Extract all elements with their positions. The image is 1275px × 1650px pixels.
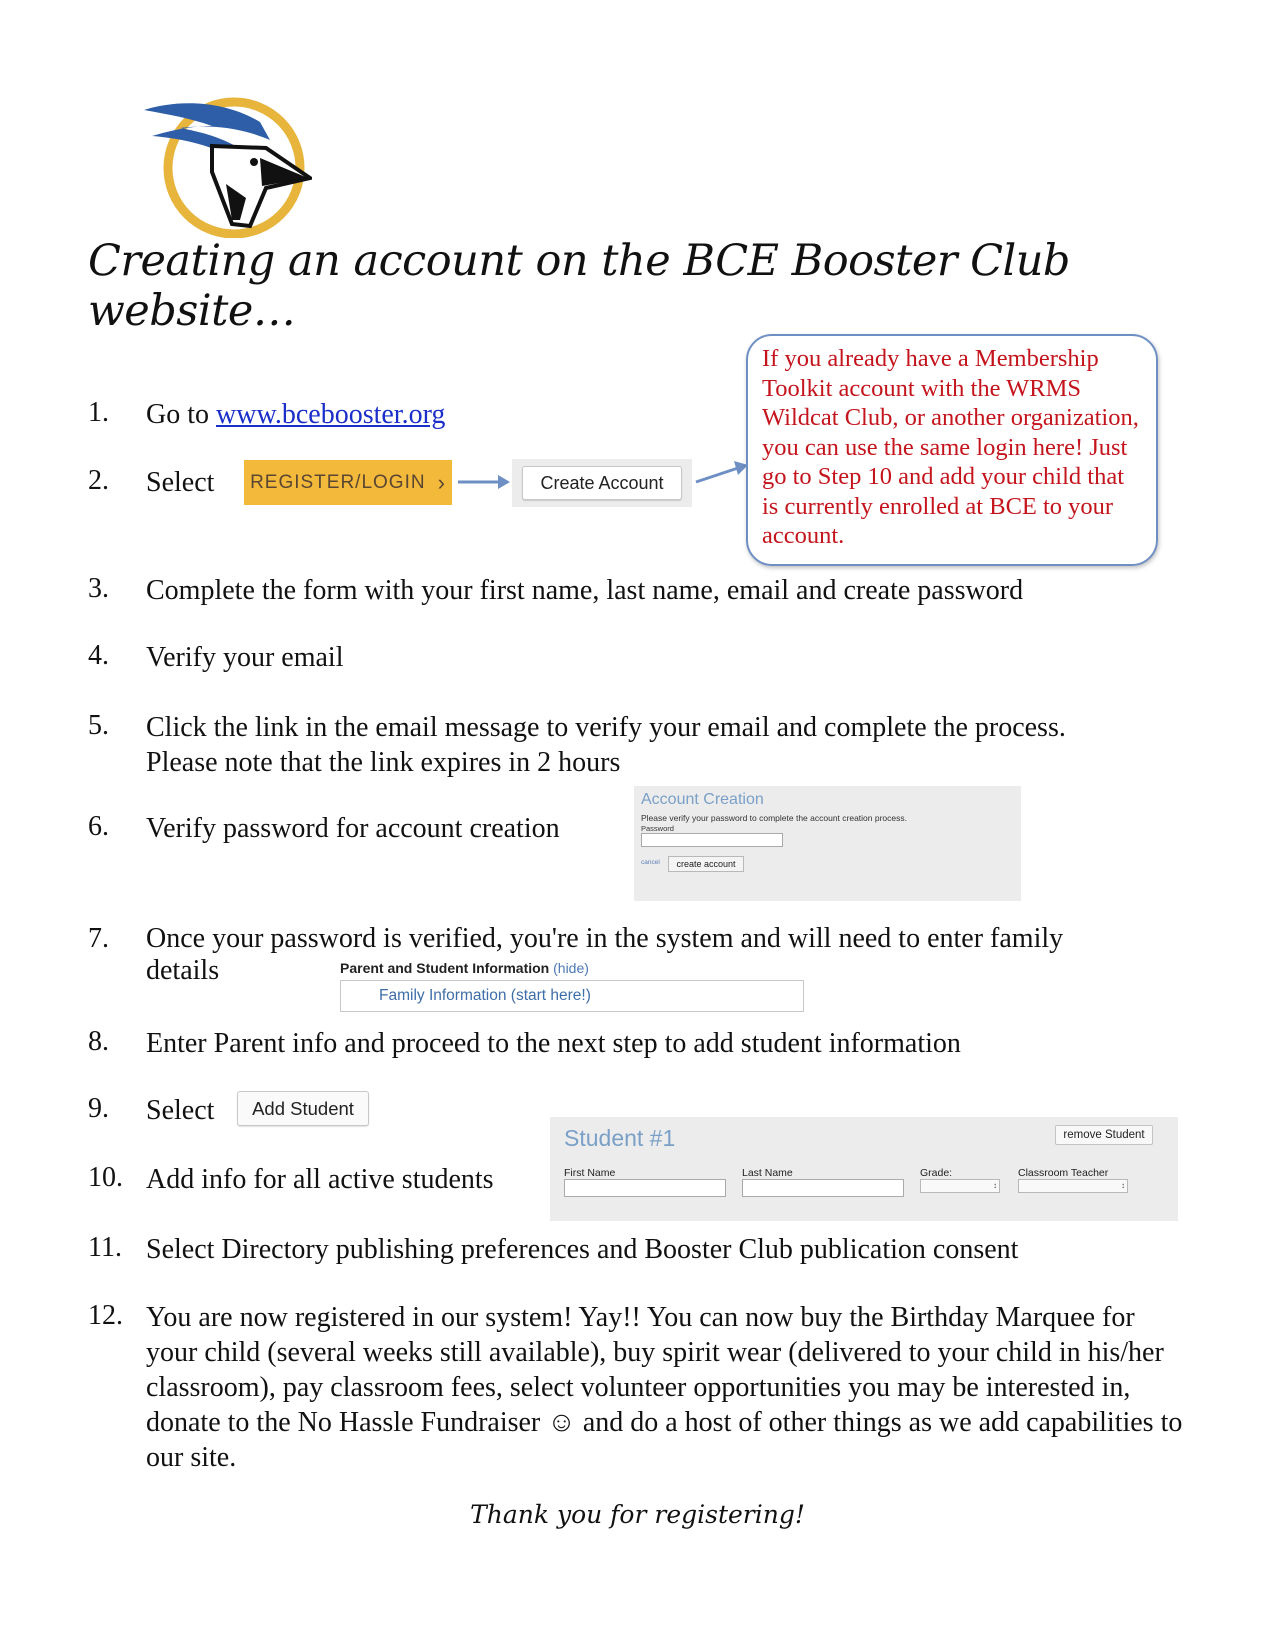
create-account-submit-button[interactable]: create account	[668, 856, 744, 872]
student-form-panel	[550, 1117, 1178, 1221]
step-8-number: 8.	[88, 1026, 109, 1057]
add-student-button[interactable]: Add Student	[237, 1091, 369, 1126]
account-creation-description: Please verify your password to complete the account creation process.	[641, 813, 907, 823]
family-heading-label: Parent and Student Information	[340, 960, 550, 976]
first-name-input[interactable]	[564, 1179, 726, 1197]
step-2-text: Select	[146, 467, 215, 498]
register-login-label: REGISTER/LOGIN	[250, 471, 426, 493]
create-account-panel	[512, 459, 692, 507]
password-label: Password	[641, 824, 674, 833]
step-6-number: 6.	[88, 811, 109, 842]
step-7-line: Once your password is verified, you're in the system and will need to enter family details	[146, 923, 1064, 986]
step-4-text: Verify your email	[146, 642, 344, 673]
hide-link[interactable]: (hide)	[553, 960, 589, 976]
classroom-teacher-select[interactable]: ↕	[1018, 1179, 1128, 1193]
step-1-text	[146, 397, 445, 432]
step-5-text: Click the link in the email message to verify your email and complete the process. Please note that the link expires in 2 hours	[146, 712, 1066, 778]
step-7-number: 7.	[88, 923, 109, 954]
first-name-label: First Name	[564, 1167, 616, 1179]
step-11-number: 11.	[88, 1232, 122, 1263]
step-5-number: 5.	[88, 710, 109, 741]
step-3-number: 3.	[88, 573, 109, 604]
account-creation-heading: Account Creation	[641, 791, 764, 808]
arrow-right-icon	[456, 472, 512, 492]
membership-callout: If you already have a Membership Toolkit account with the WRMS Wildcat Club, or another organization, you can use the same login here! Just go to Step 10 and add your child that is currently enrolled at BCE to your account.	[746, 334, 1158, 566]
step-10-number: 10.	[88, 1162, 123, 1193]
blue-jay-logo-icon	[142, 88, 312, 238]
classroom-teacher-label: Classroom Teacher	[1018, 1167, 1109, 1179]
step-8-text: Enter Parent info and proceed to the next step to add student information	[146, 1028, 961, 1059]
student-heading: Student #1	[564, 1125, 676, 1151]
thank-you-message: Thank you for registering!	[470, 1500, 805, 1529]
arrow-to-callout-icon	[694, 458, 750, 488]
step-6-text: Verify password for account creation	[146, 813, 560, 844]
step-4-number: 4.	[88, 640, 109, 671]
cancel-link[interactable]: cancel	[641, 859, 660, 866]
chevron-right-icon: ›	[437, 469, 446, 495]
step-10-text: Add info for all active students	[146, 1164, 494, 1195]
grade-label: Grade:	[920, 1167, 953, 1179]
password-input[interactable]	[641, 833, 783, 847]
step-12-text: You are now registered in our system! Yay!! You can now buy the Birthday Marquee for your child (several weeks still available), buy spirit wear (delivered to your child in his/her classroom), pay classroom fees, select volunteer opportunities you may be interested in, donate to the No Hassle Fundraiser ☺ and do a host of other things as we add capabilities to our site.	[146, 1302, 1183, 1473]
step-1-number: 1.	[88, 397, 109, 428]
family-information-link[interactable]: Family Information (start here!)	[340, 980, 804, 1012]
last-name-input[interactable]	[742, 1179, 904, 1197]
register-login-button[interactable]	[244, 460, 452, 505]
create-account-button[interactable]: Create Account	[522, 466, 682, 500]
grade-select[interactable]: ↕	[920, 1179, 1000, 1193]
family-section-heading	[340, 960, 589, 976]
step-12-number: 12.	[88, 1300, 123, 1331]
last-name-label: Last Name	[742, 1167, 793, 1179]
step-9-text: Select	[146, 1095, 215, 1126]
step-11-text: Select Directory publishing preferences and Booster Club publication consent	[146, 1234, 1019, 1265]
step-2-number: 2.	[88, 465, 109, 496]
step-1-label: Go to	[146, 399, 216, 430]
step-9-number: 9.	[88, 1093, 109, 1124]
page-title: Creating an account on the BCE Booster Club website…	[88, 236, 1070, 336]
bcebooster-link[interactable]: www.bcebooster.org	[216, 399, 446, 430]
step-3-text: Complete the form with your first name, last name, email and create password	[146, 575, 1024, 606]
account-creation-panel	[634, 786, 1021, 901]
remove-student-button[interactable]: remove Student	[1055, 1125, 1153, 1145]
